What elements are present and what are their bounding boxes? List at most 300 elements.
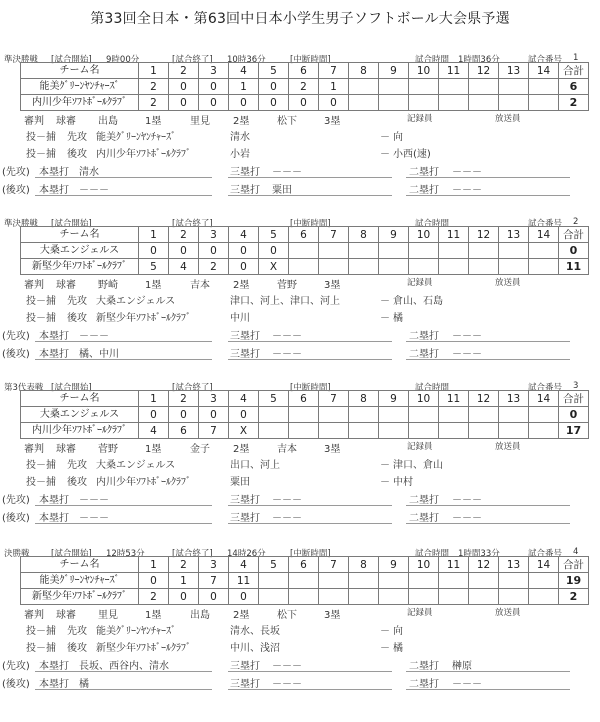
triple-underline	[228, 341, 392, 342]
scoreboard-header-row	[21, 227, 589, 243]
inning-score: 0	[229, 243, 259, 259]
home-runs: －－－	[79, 513, 109, 524]
inning-score	[349, 407, 379, 423]
inning-header: 6	[289, 63, 319, 79]
triples: －－－	[272, 513, 302, 524]
inning-score	[529, 259, 559, 275]
inning-score: 0	[139, 407, 169, 423]
inning-score	[439, 243, 469, 259]
scoreboard-table	[20, 556, 589, 605]
inning-score	[409, 243, 439, 259]
team-row-bottom	[21, 95, 589, 111]
battery-label: 投－捕	[26, 626, 56, 637]
doubles: －－－	[452, 331, 482, 342]
battery-team: 大桑エンジェルス	[96, 460, 176, 471]
inning-header: 13	[499, 227, 529, 243]
catchers: 小西(速)	[393, 149, 431, 160]
inning-score	[349, 79, 379, 95]
recorder-label: 記録員	[407, 114, 433, 124]
triple-label: 三塁打	[230, 661, 260, 672]
team-row-top	[21, 79, 589, 95]
umpire-label: 審判	[24, 444, 44, 455]
battery-team: 能美ｸﾞﾘｰﾝﾔﾝﾁｬｰｽﾞ	[96, 626, 176, 637]
inning-header: 8	[349, 557, 379, 573]
inning-header: 14	[529, 391, 559, 407]
umpire-label: 審判	[24, 116, 44, 127]
triples: 粟田	[272, 185, 292, 196]
home-runs: －－－	[79, 185, 109, 196]
double-underline	[406, 341, 570, 342]
announcer-label: 放送員	[495, 114, 521, 124]
side-label: 先攻	[67, 132, 87, 143]
second-base-umpire-label: 2塁	[233, 116, 250, 127]
inning-header: 10	[409, 391, 439, 407]
home-runs: 清水	[79, 167, 99, 178]
break-label: [中断時間]	[290, 549, 331, 559]
inning-header: 3	[199, 63, 229, 79]
team-row-top	[21, 243, 589, 259]
end-label: [試合終了]	[172, 549, 213, 559]
triple-underline	[228, 359, 392, 360]
triples: －－－	[272, 679, 302, 690]
inning-score	[499, 573, 529, 589]
hits-top-row	[0, 327, 600, 341]
plate-umpire: 菅野	[98, 444, 118, 455]
inning-score: 1	[229, 79, 259, 95]
home-run-label: 本塁打	[39, 495, 69, 506]
round-name: 第3代表戦	[4, 383, 44, 393]
double-label: 二塁打	[409, 331, 439, 342]
inning-score	[499, 95, 529, 111]
home-runs: －－－	[79, 331, 109, 342]
inning-header: 2	[169, 391, 199, 407]
inning-score	[379, 79, 409, 95]
plate-umpire: 野崎	[98, 280, 118, 291]
inning-score	[289, 243, 319, 259]
triple-underline	[228, 505, 392, 506]
game-number-label: 試合番号	[528, 383, 563, 393]
inning-header: 1	[139, 557, 169, 573]
home-run-label: 本塁打	[39, 679, 69, 690]
round-name: 準決勝戦	[4, 55, 39, 65]
break-label: [中断時間]	[290, 55, 331, 65]
scoreboard-header-row	[21, 557, 589, 573]
team-total: 6	[559, 79, 589, 95]
team-column-header: チーム名	[21, 227, 139, 243]
team-name: 大桑エンジェルス	[21, 407, 139, 423]
battery-top-row	[0, 456, 600, 470]
inning-header: 4	[229, 63, 259, 79]
inning-header: 9	[379, 391, 409, 407]
inning-score: 0	[289, 95, 319, 111]
team-row-bottom	[21, 423, 589, 439]
triples: －－－	[272, 495, 302, 506]
inning-score: 0	[199, 407, 229, 423]
hits-bottom-row	[0, 675, 600, 689]
team-column-header: チーム名	[21, 63, 139, 79]
inning-score	[409, 259, 439, 275]
triple-label: 三塁打	[230, 679, 260, 690]
home-run-label: 本塁打	[39, 167, 69, 178]
team-total: 17	[559, 423, 589, 439]
dash: －	[380, 643, 390, 654]
inning-score	[349, 95, 379, 111]
inning-header: 5	[259, 227, 289, 243]
inning-score: 6	[169, 423, 199, 439]
game-number-value: 1	[573, 53, 579, 63]
hr-underline	[35, 671, 212, 672]
inning-header: 8	[349, 227, 379, 243]
top-side-label: (先攻)	[2, 661, 30, 672]
inning-score: 0	[169, 95, 199, 111]
inning-header: 10	[409, 63, 439, 79]
pitchers: 粟田	[230, 477, 250, 488]
inning-score	[379, 259, 409, 275]
inning-score	[319, 243, 349, 259]
doubles: －－－	[452, 495, 482, 506]
end-time: 10時36分	[227, 55, 266, 65]
triples: －－－	[272, 167, 302, 178]
end-time: 14時26分	[227, 549, 266, 559]
game-block-1	[0, 53, 600, 213]
announcer-label: 放送員	[495, 608, 521, 618]
inning-header: 11	[439, 557, 469, 573]
battery-bottom-row	[0, 639, 600, 653]
game-number-label: 試合番号	[528, 549, 563, 559]
recorder-label: 記録員	[407, 442, 433, 452]
hr-underline	[35, 341, 212, 342]
battery-label: 投－捕	[26, 149, 56, 160]
inning-score	[319, 259, 349, 275]
inning-score	[379, 589, 409, 605]
inning-header: 11	[439, 63, 469, 79]
inning-score	[529, 79, 559, 95]
first-base-umpire-label: 1塁	[145, 280, 162, 291]
inning-score: 2	[139, 79, 169, 95]
plate-umpire-label: 球審	[56, 610, 76, 621]
inning-header: 9	[379, 227, 409, 243]
double-underline	[406, 523, 570, 524]
game-number-value: 4	[573, 547, 579, 557]
inning-score	[289, 573, 319, 589]
inning-header: 6	[289, 557, 319, 573]
inning-score	[469, 95, 499, 111]
triples: －－－	[272, 349, 302, 360]
double-label: 二塁打	[409, 167, 439, 178]
inning-score	[259, 573, 289, 589]
inning-score	[349, 589, 379, 605]
home-run-label: 本塁打	[39, 661, 69, 672]
inning-score	[469, 589, 499, 605]
announcer-label: 放送員	[495, 442, 521, 452]
battery-label: 投－捕	[26, 313, 56, 324]
scoreboard-header-row	[21, 391, 589, 407]
inning-header: 6	[289, 391, 319, 407]
dash: －	[380, 132, 390, 143]
inning-header: 11	[439, 227, 469, 243]
catchers: 橘	[393, 313, 403, 324]
inning-header: 8	[349, 391, 379, 407]
third-base-umpire-label: 3塁	[324, 116, 341, 127]
dash: －	[380, 626, 390, 637]
battery-team: 新堅少年ｿﾌﾄﾎﾞｰﾙｸﾗﾌﾞ	[96, 643, 191, 654]
dash: －	[380, 460, 390, 471]
inning-score	[439, 407, 469, 423]
second-base-umpire: 松下	[277, 116, 297, 127]
inning-score	[379, 423, 409, 439]
inning-score: 2	[139, 589, 169, 605]
inning-header: 12	[469, 63, 499, 79]
inning-score: 0	[199, 95, 229, 111]
home-runs: 橘	[79, 679, 89, 690]
inning-score	[289, 589, 319, 605]
inning-score: 0	[229, 589, 259, 605]
double-label: 二塁打	[409, 679, 439, 690]
total-header: 合計	[559, 557, 589, 573]
inning-score	[379, 95, 409, 111]
inning-score: 0	[199, 79, 229, 95]
game-number-label: 試合番号	[528, 219, 563, 229]
inning-score: 4	[169, 259, 199, 275]
inning-score	[259, 589, 289, 605]
team-name: 内川少年ｿﾌﾄﾎﾞｰﾙｸﾗﾌﾞ	[21, 95, 139, 111]
third-base-umpire-label: 3塁	[324, 444, 341, 455]
inning-score	[409, 589, 439, 605]
inning-score	[409, 407, 439, 423]
inning-header: 3	[199, 227, 229, 243]
catchers: 中村	[393, 477, 413, 488]
recorder-label: 記録員	[407, 608, 433, 618]
start-label: [試合開始]	[51, 219, 92, 229]
hr-underline	[35, 195, 212, 196]
inning-score: 0	[169, 243, 199, 259]
inning-score: 7	[199, 573, 229, 589]
inning-score: 0	[259, 243, 289, 259]
first-base-umpire: 出島	[190, 610, 210, 621]
inning-score	[439, 573, 469, 589]
bottom-side-label: (後攻)	[2, 513, 30, 524]
double-underline	[406, 177, 570, 178]
second-base-umpire: 松下	[277, 610, 297, 621]
doubles: －－－	[452, 167, 482, 178]
team-row-bottom	[21, 589, 589, 605]
home-run-label: 本塁打	[39, 349, 69, 360]
total-header: 合計	[559, 391, 589, 407]
inning-score	[319, 589, 349, 605]
inning-score	[439, 259, 469, 275]
team-total: 0	[559, 243, 589, 259]
hits-top-row	[0, 163, 600, 177]
duration-label: 試合時間	[415, 549, 450, 559]
team-name: 新堅少年ｿﾌﾄﾎﾞｰﾙｸﾗﾌﾞ	[21, 589, 139, 605]
double-label: 二塁打	[409, 661, 439, 672]
plate-umpire-label: 球審	[56, 280, 76, 291]
inning-score	[529, 407, 559, 423]
game-block-4	[0, 547, 600, 707]
inning-header: 1	[139, 63, 169, 79]
inning-score	[529, 573, 559, 589]
doubles: －－－	[452, 513, 482, 524]
umpires-row	[0, 440, 600, 454]
battery-top-row	[0, 128, 600, 142]
dash: －	[380, 149, 390, 160]
end-label: [試合終了]	[172, 55, 213, 65]
umpire-label: 審判	[24, 610, 44, 621]
doubles: －－－	[452, 679, 482, 690]
team-total: 2	[559, 95, 589, 111]
game-number-value: 2	[573, 217, 579, 227]
duration-value: 1時間33分	[458, 549, 500, 559]
hr-underline	[35, 177, 212, 178]
inning-header: 2	[169, 63, 199, 79]
plate-umpire-label: 球審	[56, 444, 76, 455]
break-label: [中断時間]	[290, 219, 331, 229]
battery-team: 内川少年ｿﾌﾄﾎﾞｰﾙｸﾗﾌﾞ	[96, 477, 191, 488]
second-base-umpire: 吉本	[277, 444, 297, 455]
double-underline	[406, 359, 570, 360]
battery-bottom-row	[0, 473, 600, 487]
home-runs: 長坂、西谷内、清水	[79, 661, 169, 672]
game-block-2	[0, 217, 600, 377]
pitchers: 清水、長坂	[230, 626, 280, 637]
home-run-label: 本塁打	[39, 185, 69, 196]
inning-score	[439, 589, 469, 605]
inning-header: 12	[469, 391, 499, 407]
side-label: 後攻	[67, 313, 87, 324]
team-name: 新堅少年ｿﾌﾄﾎﾞｰﾙｸﾗﾌﾞ	[21, 259, 139, 275]
inning-header: 1	[139, 391, 169, 407]
double-label: 二塁打	[409, 495, 439, 506]
inning-header: 1	[139, 227, 169, 243]
home-run-label: 本塁打	[39, 513, 69, 524]
battery-top-row	[0, 622, 600, 636]
inning-score	[349, 243, 379, 259]
pitchers: 清水	[230, 132, 250, 143]
triple-label: 三塁打	[230, 331, 260, 342]
inning-score: 0	[139, 573, 169, 589]
catchers: 向	[393, 132, 403, 143]
scoreboard-header-row	[21, 63, 589, 79]
bottom-side-label: (後攻)	[2, 679, 30, 690]
hits-top-row	[0, 657, 600, 671]
inning-header: 11	[439, 391, 469, 407]
scoreboard-table	[20, 390, 589, 439]
inning-score	[349, 259, 379, 275]
inning-score: 0	[229, 259, 259, 275]
inning-score	[319, 407, 349, 423]
inning-score	[349, 423, 379, 439]
start-label: [試合開始]	[51, 55, 92, 65]
inning-score	[409, 573, 439, 589]
inning-header: 2	[169, 557, 199, 573]
inning-score: 0	[169, 589, 199, 605]
team-total: 19	[559, 573, 589, 589]
inning-score	[469, 259, 499, 275]
inning-score	[349, 573, 379, 589]
inning-score	[259, 407, 289, 423]
side-label: 後攻	[67, 643, 87, 654]
break-label: [中断時間]	[290, 383, 331, 393]
pitchers: 小岩	[230, 149, 250, 160]
hits-bottom-row	[0, 345, 600, 359]
team-row-top	[21, 573, 589, 589]
inning-score: 0	[259, 79, 289, 95]
hits-bottom-row	[0, 509, 600, 523]
triple-label: 三塁打	[230, 513, 260, 524]
inning-header: 8	[349, 63, 379, 79]
inning-score: 0	[199, 243, 229, 259]
inning-score	[379, 243, 409, 259]
inning-header: 13	[499, 63, 529, 79]
inning-header: 10	[409, 557, 439, 573]
inning-score	[529, 423, 559, 439]
inning-score	[469, 423, 499, 439]
triple-underline	[228, 689, 392, 690]
hits-top-row	[0, 491, 600, 505]
triple-underline	[228, 523, 392, 524]
duration-label: 試合時間	[415, 383, 450, 393]
battery-team: 能美ｸﾞﾘｰﾝﾔﾝﾁｬｰｽﾞ	[96, 132, 176, 143]
inning-score	[469, 573, 499, 589]
duration-value: 1時間36分	[458, 55, 500, 65]
side-label: 先攻	[67, 460, 87, 471]
dash: －	[380, 313, 390, 324]
duration-label: 試合時間	[415, 219, 450, 229]
inning-header: 13	[499, 557, 529, 573]
second-base-umpire-label: 2塁	[233, 280, 250, 291]
umpires-row	[0, 276, 600, 290]
inning-score	[529, 243, 559, 259]
pitchers: 中川	[230, 313, 250, 324]
inning-score	[529, 589, 559, 605]
pitchers: 津口、河上、津口、河上	[230, 296, 340, 307]
triple-label: 三塁打	[230, 167, 260, 178]
top-side-label: (先攻)	[2, 331, 30, 342]
game-number-label: 試合番号	[528, 55, 563, 65]
inning-score	[499, 407, 529, 423]
inning-header: 7	[319, 63, 349, 79]
inning-score	[379, 573, 409, 589]
team-row-top	[21, 407, 589, 423]
inning-score: 0	[199, 589, 229, 605]
inning-score: 5	[139, 259, 169, 275]
side-label: 後攻	[67, 149, 87, 160]
hr-underline	[35, 689, 212, 690]
team-total: 0	[559, 407, 589, 423]
battery-team: 大桑エンジェルス	[96, 296, 176, 307]
inning-score	[409, 423, 439, 439]
triples: －－－	[272, 661, 302, 672]
inning-score	[439, 423, 469, 439]
battery-team: 内川少年ｿﾌﾄﾎﾞｰﾙｸﾗﾌﾞ	[96, 149, 191, 160]
plate-umpire: 出島	[98, 116, 118, 127]
third-base-umpire-label: 3塁	[324, 610, 341, 621]
inning-score	[439, 79, 469, 95]
inning-header: 9	[379, 63, 409, 79]
inning-score	[499, 423, 529, 439]
inning-score	[439, 95, 469, 111]
end-label: [試合終了]	[172, 383, 213, 393]
inning-score: X	[229, 423, 259, 439]
double-underline	[406, 671, 570, 672]
battery-label: 投－捕	[26, 132, 56, 143]
first-base-umpire: 里見	[190, 116, 210, 127]
first-base-umpire-label: 1塁	[145, 444, 162, 455]
round-name: 決勝戦	[4, 549, 30, 559]
inning-score: 1	[169, 573, 199, 589]
inning-header: 3	[199, 391, 229, 407]
game-number-value: 3	[573, 381, 579, 391]
